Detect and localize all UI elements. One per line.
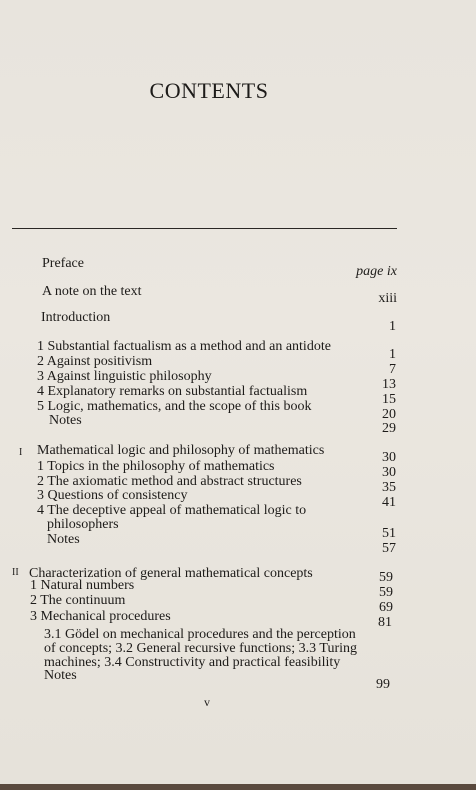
toc-entry-label: 3 Mechanical procedures xyxy=(30,609,171,624)
toc-entry-label: 2 The axiomatic method and abstract structures xyxy=(37,474,302,489)
toc-entry-page: 99 xyxy=(376,677,390,692)
toc-entry-label: 3.1 Gödel on mechanical procedures and the perception xyxy=(44,627,356,642)
toc-entry-label: 1 Natural numbers xyxy=(30,578,135,593)
toc-entry-label: 3 Questions of consistency xyxy=(37,488,188,503)
toc-entry-label: Notes xyxy=(44,668,77,683)
chapter-title: Mathematical logic and philosophy of mathematics xyxy=(37,443,325,458)
toc-entry-label: A note on the text xyxy=(42,284,142,299)
toc-entry-label: machines; 3.4 Constructivity and practical feasibility xyxy=(44,655,341,670)
toc-entry-page: 13 xyxy=(382,377,396,392)
toc-entry-page: 41 xyxy=(382,495,396,510)
title-rule xyxy=(12,228,397,229)
toc-entry-page: page ix xyxy=(356,264,397,279)
toc-entry-label: 1 Substantial factualism as a method and an antidote xyxy=(37,339,331,354)
toc-entry-label: 5 Logic, mathematics, and the scope of this book xyxy=(37,399,312,414)
toc-entry-page: 29 xyxy=(382,421,396,436)
toc-entry-page: 57 xyxy=(382,541,396,556)
toc-entry-label: Notes xyxy=(47,532,80,547)
toc-entry-label: 2 Against positivism xyxy=(37,354,153,369)
toc-entry-label: 1 Topics in the philosophy of mathematics xyxy=(37,459,275,474)
toc-entry-label: of concepts; 3.2 General recursive functions; 3.3 Turing xyxy=(44,641,357,656)
toc-entry-page: 7 xyxy=(389,362,396,377)
toc-entry-label: 4 Explanatory remarks on substantial factualism xyxy=(37,384,308,399)
toc-entry-page: 30 xyxy=(382,465,396,480)
page-title: CONTENTS xyxy=(149,78,269,103)
toc-entry-label: Preface xyxy=(42,256,84,271)
toc-entry-page: 15 xyxy=(382,392,396,407)
toc-entry-label: philosophers xyxy=(47,517,119,532)
toc-entry-label: 2 The continuum xyxy=(30,593,126,608)
toc-entry-page: 1 xyxy=(389,347,396,362)
toc-entry-page: 20 xyxy=(382,407,396,422)
toc-entry-page: 59 xyxy=(379,585,393,600)
toc-entry-page: 59 xyxy=(379,570,393,585)
toc-entry-page: 30 xyxy=(382,450,396,465)
toc-entry-label: Notes xyxy=(49,413,82,428)
toc-entry-page: xiii xyxy=(378,291,397,306)
toc-entry-page: 69 xyxy=(379,600,393,615)
toc-entry-label: 4 The deceptive appeal of mathematical logic to xyxy=(37,503,307,518)
page-folio: v xyxy=(204,695,210,709)
toc-entry-page: 35 xyxy=(382,480,396,495)
toc-entry-page: 81 xyxy=(378,615,392,630)
chapter-numeral: I xyxy=(19,447,23,458)
toc-entry-label: 3 Against linguistic philosophy xyxy=(37,369,212,384)
toc-entry-page: 51 xyxy=(382,526,396,541)
toc-entry-page: 1 xyxy=(389,319,396,334)
toc-entry-label: Introduction xyxy=(41,310,111,325)
page-bottom-edge xyxy=(0,784,476,790)
chapter-numeral: II xyxy=(12,567,19,578)
chapter-title: Characterization of general mathematical concepts xyxy=(29,566,313,581)
